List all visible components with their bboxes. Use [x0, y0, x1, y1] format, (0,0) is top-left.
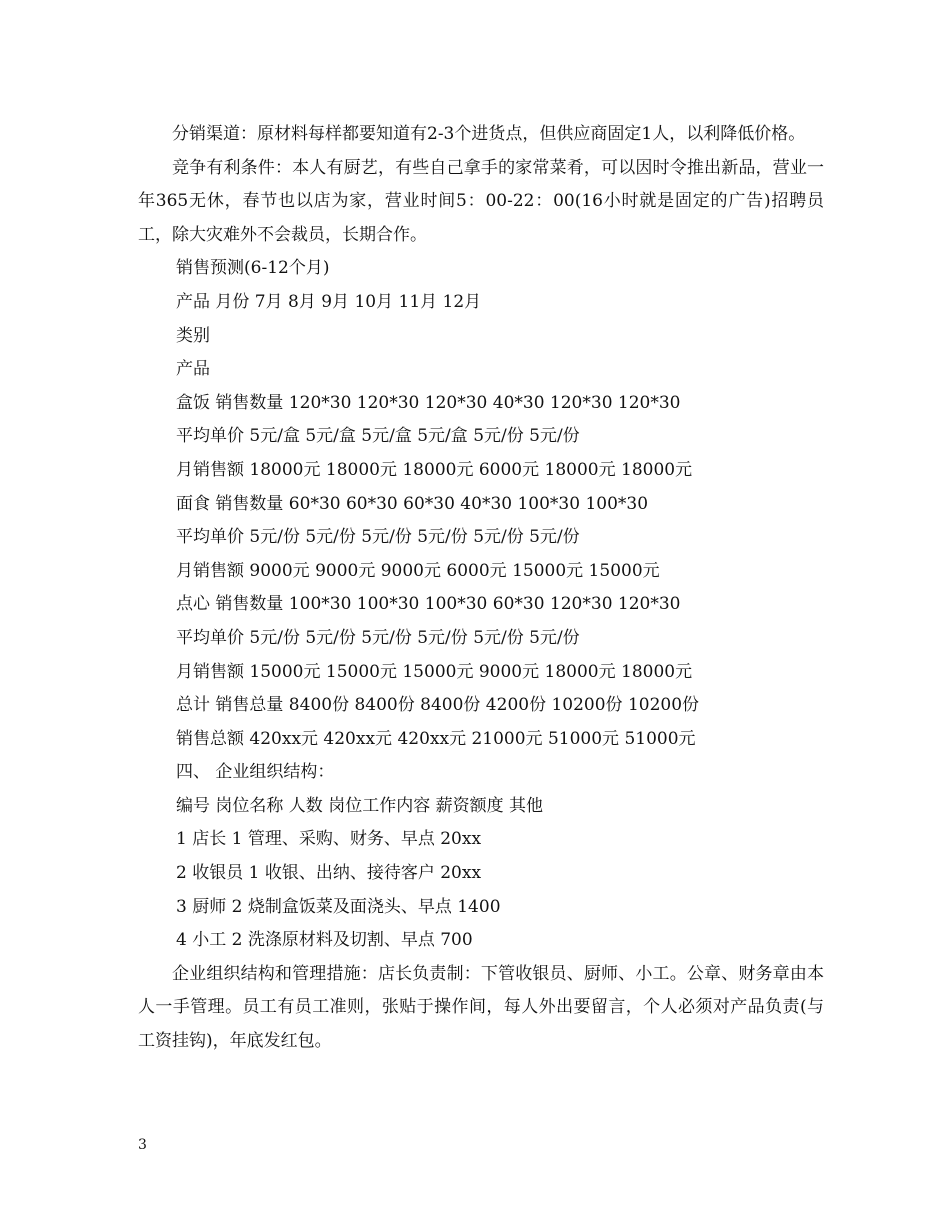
organization-header: 编号 岗位名称 人数 岗位工作内容 薪资额度 其他	[176, 795, 544, 816]
competition-paragraph: 竞争有利条件：本人有厨艺，有些自己拿手的家常菜肴，可以因时令推出新品，营业一年365无休，春节也以店为家，营业时间5：00-22：00(16小时就是固定的广告)招聘员工，除大灾难外不会裁员，长期合作。	[138, 157, 824, 245]
page-number: 3	[138, 1137, 147, 1153]
organization-row: 4 小工 2 洗涤原材料及切割、早点 700	[176, 930, 473, 951]
sales-forecast-row: 平均单价 5元/份 5元/份 5元/份 5元/份 5元/份 5元/份	[176, 527, 580, 548]
management-paragraph: 企业组织结构和管理措施：店长负责制：下管收银员、厨师、小工。公章、财务章由本人一手管理。员工有员工准则，张贴于操作间，每人外出要留言，个人必须对产品负责(与工资挂钩)，年底发红包。	[138, 963, 824, 1052]
sales-forecast-header: 产品 月份 7月 8月 9月 10月 11月 12月	[176, 291, 482, 312]
organization-row: 3 厨师 2 烧制盒饭菜及面浇头、早点 1400	[176, 896, 501, 917]
organization-row: 1 店长 1 管理、采购、财务、早点 20xx	[176, 829, 482, 850]
sales-forecast-row: 月销售额 18000元 18000元 18000元 6000元 18000元 18000元	[176, 459, 693, 480]
page-content	[138, 118, 824, 1059]
organization-heading: 四、 企业组织结构：	[176, 762, 335, 783]
organization-row: 2 收银员 1 收银、出纳、接待客户 20xx	[176, 863, 482, 884]
distribution-paragraph: 分销渠道：原材料每样都要知道有2-3个进货点，但供应商固定1人，以利降低价格。	[172, 124, 806, 144]
sales-forecast-category-label: 类别	[176, 325, 210, 346]
sales-forecast-row: 月销售额 15000元 15000元 15000元 9000元 18000元 18000元	[176, 661, 693, 682]
sales-forecast-row: 平均单价 5元/盒 5元/盒 5元/盒 5元/盒 5元/份 5元/份	[176, 426, 580, 447]
sales-forecast-row: 盒饭 销售数量 120*30 120*30 120*30 40*30 120*30 120*30	[176, 392, 681, 413]
sales-forecast-row: 点心 销售数量 100*30 100*30 100*30 60*30 120*30 120*30	[176, 594, 681, 615]
sales-forecast-row: 销售总额 420xx元 420xx元 420xx元 21000元 51000元 51000元	[176, 728, 696, 749]
sales-forecast-row: 面食 销售数量 60*30 60*30 60*30 40*30 100*30 100*30	[176, 493, 649, 514]
sales-forecast-row: 平均单价 5元/份 5元/份 5元/份 5元/份 5元/份 5元/份	[176, 627, 580, 648]
sales-forecast-product-label: 产品	[176, 359, 210, 380]
sales-forecast-row: 月销售额 9000元 9000元 9000元 6000元 15000元 15000元	[176, 560, 660, 581]
sales-forecast-row: 总计 销售总量 8400份 8400份 8400份 4200份 10200份 10200份	[176, 695, 700, 716]
sales-forecast-title: 销售预测(6-12个月)	[176, 258, 330, 279]
